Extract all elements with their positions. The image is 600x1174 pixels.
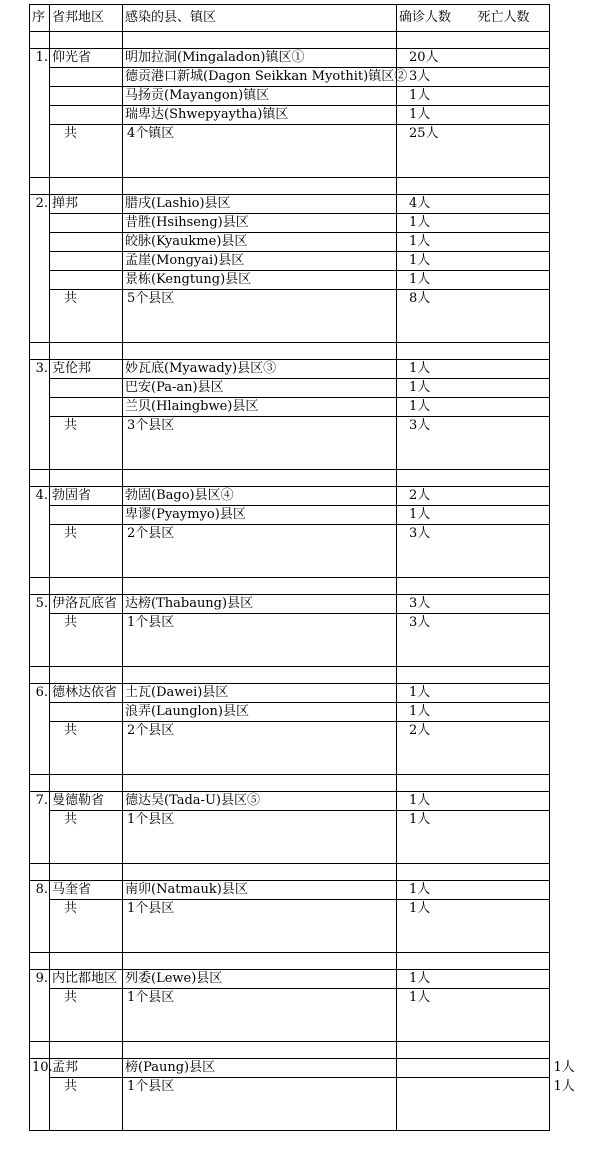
gap-cell xyxy=(30,667,50,684)
death-count xyxy=(476,506,550,525)
section-region: 掸邦 xyxy=(50,195,123,214)
confirmed-count: 1人 xyxy=(397,233,476,252)
county-row xyxy=(30,506,550,525)
total-death-count: 1人 xyxy=(476,1078,550,1131)
section-gap-row xyxy=(30,178,550,195)
section-region: 内比都地区 xyxy=(50,970,123,989)
section-seq: 1. xyxy=(30,49,50,68)
section-seq: 7. xyxy=(30,792,50,811)
gap-cell xyxy=(123,578,397,595)
section-gap-row xyxy=(30,578,550,595)
cases-table-body xyxy=(30,5,575,1131)
section-region: 马奎省 xyxy=(50,881,123,900)
section-seq xyxy=(30,106,50,125)
gap-cell xyxy=(397,178,476,195)
total-death-count xyxy=(476,722,550,775)
gap-cell xyxy=(397,775,476,792)
county-name: 孟崖(Mongyai)县区 xyxy=(123,252,397,271)
death-count xyxy=(476,970,550,989)
gap-cell xyxy=(123,1042,397,1059)
section-seq: 2. xyxy=(30,195,50,214)
gap-cell xyxy=(397,667,476,684)
section-region xyxy=(50,214,123,233)
confirmed-count: 1人 xyxy=(397,398,476,417)
total-death-count xyxy=(476,290,550,343)
gap-cell xyxy=(476,578,550,595)
total-county-count: 1个县区 xyxy=(123,989,397,1042)
county-row xyxy=(30,970,550,989)
county-name: 腊戌(Lashio)县区 xyxy=(123,195,397,214)
total-county-count: 1个县区 xyxy=(123,614,397,667)
death-count xyxy=(476,360,550,379)
section-region: 仰光省 xyxy=(50,49,123,68)
section-region xyxy=(50,252,123,271)
section-seq xyxy=(30,271,50,290)
death-count: 1人 xyxy=(476,1059,550,1078)
section-total-row xyxy=(30,614,550,667)
total-seq-blank xyxy=(30,417,50,470)
section-gap-row xyxy=(30,775,550,792)
covid-cases-table-sheet xyxy=(29,4,575,1131)
county-row xyxy=(30,195,550,214)
county-name: 瑞卑达(Shwepyaytha)镇区 xyxy=(123,106,397,125)
total-seq-blank xyxy=(30,1078,50,1131)
gap-cell xyxy=(50,578,123,595)
county-name: 德达吴(Tada-U)县区⑤ xyxy=(123,792,397,811)
section-seq xyxy=(30,68,50,87)
gap-cell xyxy=(476,32,550,49)
total-confirmed-count: 3人 xyxy=(397,525,476,578)
county-row xyxy=(30,106,550,125)
cases-table xyxy=(29,4,575,1131)
total-confirmed-count: 3人 xyxy=(397,614,476,667)
section-total-row xyxy=(30,900,550,953)
total-seq-blank xyxy=(30,290,50,343)
section-seq: 10. xyxy=(30,1059,50,1078)
gap-cell xyxy=(397,1042,476,1059)
confirmed-count: 1人 xyxy=(397,214,476,233)
section-gap-row xyxy=(30,864,550,881)
section-seq: 9. xyxy=(30,970,50,989)
total-label: 共 xyxy=(50,125,123,178)
section-region xyxy=(50,398,123,417)
section-total-row xyxy=(30,525,550,578)
death-count xyxy=(476,214,550,233)
county-name: 达榜(Thabaung)县区 xyxy=(123,595,397,614)
gap-cell xyxy=(50,178,123,195)
section-seq: 8. xyxy=(30,881,50,900)
county-row xyxy=(30,684,550,703)
death-count xyxy=(476,49,550,68)
confirmed-count: 1人 xyxy=(397,271,476,290)
confirmed-count: 1人 xyxy=(397,703,476,722)
gap-cell xyxy=(30,953,50,970)
total-county-count: 4个镇区 xyxy=(123,125,397,178)
county-row xyxy=(30,487,550,506)
section-gap-row xyxy=(30,470,550,487)
total-county-count: 1个县区 xyxy=(123,811,397,864)
section-region xyxy=(50,106,123,125)
county-name: 浪弄(Launglon)县区 xyxy=(123,703,397,722)
total-death-count xyxy=(476,900,550,953)
gap-cell xyxy=(476,667,550,684)
gap-cell xyxy=(30,32,50,49)
gap-cell xyxy=(476,343,550,360)
gap-cell xyxy=(397,864,476,881)
section-total-row xyxy=(30,989,550,1042)
confirmed-count: 1人 xyxy=(397,970,476,989)
county-name: 榜(Paung)县区 xyxy=(123,1059,397,1078)
section-region: 曼德勒省 xyxy=(50,792,123,811)
header-deaths: 死亡人数 xyxy=(476,5,550,32)
death-count xyxy=(476,487,550,506)
death-count xyxy=(476,106,550,125)
gap-cell xyxy=(50,32,123,49)
total-county-count: 3个县区 xyxy=(123,417,397,470)
death-count xyxy=(476,379,550,398)
section-seq xyxy=(30,398,50,417)
gap-cell xyxy=(123,470,397,487)
gap-cell xyxy=(476,470,550,487)
confirmed-count: 1人 xyxy=(397,379,476,398)
gap-cell xyxy=(50,864,123,881)
total-seq-blank xyxy=(30,722,50,775)
county-row xyxy=(30,398,550,417)
county-name: 巴安(Pa-an)县区 xyxy=(123,379,397,398)
section-region: 伊洛瓦底省 xyxy=(50,595,123,614)
header-county: 感染的县、镇区 xyxy=(123,5,397,32)
county-row xyxy=(30,87,550,106)
death-count xyxy=(476,252,550,271)
gap-cell xyxy=(397,32,476,49)
section-seq: 5. xyxy=(30,595,50,614)
confirmed-count: 1人 xyxy=(397,506,476,525)
confirmed-count: 1人 xyxy=(397,792,476,811)
total-confirmed-count: 1人 xyxy=(397,989,476,1042)
total-label: 共 xyxy=(50,417,123,470)
section-region xyxy=(50,506,123,525)
total-death-count xyxy=(476,125,550,178)
county-row xyxy=(30,252,550,271)
gap-cell xyxy=(397,953,476,970)
gap-cell xyxy=(123,178,397,195)
county-name: 马扬贡(Mayangon)镇区 xyxy=(123,87,397,106)
county-name: 皎脉(Kyaukme)县区 xyxy=(123,233,397,252)
confirmed-count: 1人 xyxy=(397,106,476,125)
total-label: 共 xyxy=(50,989,123,1042)
death-count xyxy=(476,792,550,811)
county-row xyxy=(30,792,550,811)
gap-cell xyxy=(50,343,123,360)
total-label: 共 xyxy=(50,1078,123,1131)
section-total-row xyxy=(30,417,550,470)
confirmed-count: 1人 xyxy=(397,684,476,703)
confirmed-count: 3人 xyxy=(397,68,476,87)
death-count xyxy=(476,87,550,106)
county-name: 勃固(Bago)县区④ xyxy=(123,487,397,506)
total-confirmed-count: 1人 xyxy=(397,811,476,864)
gap-cell xyxy=(476,178,550,195)
total-label: 共 xyxy=(50,811,123,864)
gap-cell xyxy=(50,470,123,487)
county-name: 兰贝(Hlaingbwe)县区 xyxy=(123,398,397,417)
death-count xyxy=(476,195,550,214)
section-gap-row xyxy=(30,667,550,684)
total-seq-blank xyxy=(30,614,50,667)
county-row xyxy=(30,233,550,252)
gap-cell xyxy=(30,578,50,595)
total-confirmed-count: 1人 xyxy=(397,900,476,953)
section-region: 克伦邦 xyxy=(50,360,123,379)
death-count xyxy=(476,881,550,900)
confirmed-count: 1人 xyxy=(397,252,476,271)
gap-cell xyxy=(476,1042,550,1059)
gap-cell xyxy=(50,775,123,792)
total-death-count xyxy=(476,614,550,667)
total-confirmed-count: 2人 xyxy=(397,722,476,775)
section-seq: 6. xyxy=(30,684,50,703)
section-seq xyxy=(30,252,50,271)
total-county-count: 2个县区 xyxy=(123,525,397,578)
total-seq-blank xyxy=(30,125,50,178)
gap-cell xyxy=(30,178,50,195)
county-row xyxy=(30,214,550,233)
section-gap-row xyxy=(30,953,550,970)
confirmed-count: 1人 xyxy=(397,881,476,900)
county-row xyxy=(30,703,550,722)
county-name: 景栋(Kengtung)县区 xyxy=(123,271,397,290)
gap-cell xyxy=(397,343,476,360)
total-confirmed-count xyxy=(397,1078,476,1131)
total-label: 共 xyxy=(50,290,123,343)
gap-cell xyxy=(50,953,123,970)
section-region: 德林达依省 xyxy=(50,684,123,703)
gap-cell xyxy=(30,864,50,881)
section-gap-row xyxy=(30,343,550,360)
county-name: 列委(Lewe)县区 xyxy=(123,970,397,989)
total-label: 共 xyxy=(50,900,123,953)
gap-cell xyxy=(123,32,397,49)
county-row xyxy=(30,881,550,900)
section-gap-row xyxy=(30,1042,550,1059)
death-count xyxy=(476,703,550,722)
death-count xyxy=(476,595,550,614)
death-count xyxy=(476,684,550,703)
county-name: 德贡港口新城(Dagon Seikkan Myothit)镇区② xyxy=(123,68,397,87)
section-region xyxy=(50,379,123,398)
total-death-count xyxy=(476,525,550,578)
section-total-row xyxy=(30,290,550,343)
section-seq xyxy=(30,506,50,525)
total-seq-blank xyxy=(30,525,50,578)
total-death-count xyxy=(476,811,550,864)
section-region: 孟邦 xyxy=(50,1059,123,1078)
header-seq: 序 xyxy=(30,5,50,32)
gap-cell xyxy=(30,775,50,792)
county-name: 明加拉洞(Mingaladon)镇区① xyxy=(123,49,397,68)
county-row xyxy=(30,68,550,87)
gap-cell xyxy=(397,578,476,595)
confirmed-count: 1人 xyxy=(397,360,476,379)
total-county-count: 1个县区 xyxy=(123,900,397,953)
section-region xyxy=(50,68,123,87)
header-region: 省邦地区 xyxy=(50,5,123,32)
section-seq xyxy=(30,379,50,398)
death-count xyxy=(476,68,550,87)
gap-cell xyxy=(476,775,550,792)
gap-cell xyxy=(476,953,550,970)
county-row xyxy=(30,49,550,68)
confirmed-count: 20人 xyxy=(397,49,476,68)
county-row xyxy=(30,360,550,379)
total-seq-blank xyxy=(30,900,50,953)
gap-cell xyxy=(123,775,397,792)
total-label: 共 xyxy=(50,722,123,775)
gap-cell xyxy=(476,864,550,881)
section-total-row xyxy=(30,811,550,864)
section-region xyxy=(50,703,123,722)
total-seq-blank xyxy=(30,989,50,1042)
gap-cell xyxy=(123,864,397,881)
county-name: 妙瓦底(Myawady)县区③ xyxy=(123,360,397,379)
section-total-row xyxy=(30,125,550,178)
section-total-row xyxy=(30,1078,550,1131)
county-row xyxy=(30,595,550,614)
county-row xyxy=(30,1059,550,1078)
section-region xyxy=(50,87,123,106)
total-death-count xyxy=(476,417,550,470)
header-confirmed: 确诊人数 xyxy=(397,5,476,32)
section-seq xyxy=(30,87,50,106)
total-county-count: 5个县区 xyxy=(123,290,397,343)
county-row xyxy=(30,379,550,398)
section-total-row xyxy=(30,722,550,775)
confirmed-count xyxy=(397,1059,476,1078)
total-confirmed-count: 25人 xyxy=(397,125,476,178)
header-row xyxy=(30,5,550,32)
gap-cell xyxy=(50,667,123,684)
total-confirmed-count: 8人 xyxy=(397,290,476,343)
total-label: 共 xyxy=(50,614,123,667)
section-gap-row xyxy=(30,32,550,49)
section-region xyxy=(50,271,123,290)
death-count xyxy=(476,233,550,252)
gap-cell xyxy=(397,470,476,487)
gap-cell xyxy=(30,1042,50,1059)
section-seq xyxy=(30,233,50,252)
section-seq xyxy=(30,214,50,233)
county-name: 南卯(Natmauk)县区 xyxy=(123,881,397,900)
gap-cell xyxy=(123,343,397,360)
total-label: 共 xyxy=(50,525,123,578)
section-seq xyxy=(30,703,50,722)
gap-cell xyxy=(123,667,397,684)
gap-cell xyxy=(123,953,397,970)
death-count xyxy=(476,398,550,417)
section-seq: 4. xyxy=(30,487,50,506)
county-name: 昔胜(Hsihseng)县区 xyxy=(123,214,397,233)
county-name: 土瓦(Dawei)县区 xyxy=(123,684,397,703)
total-seq-blank xyxy=(30,811,50,864)
total-county-count: 1个县区 xyxy=(123,1078,397,1131)
confirmed-count: 3人 xyxy=(397,595,476,614)
total-death-count xyxy=(476,989,550,1042)
confirmed-count: 4人 xyxy=(397,195,476,214)
total-county-count: 2个县区 xyxy=(123,722,397,775)
gap-cell xyxy=(30,343,50,360)
county-row xyxy=(30,271,550,290)
county-name: 卑谬(Pyaymyo)县区 xyxy=(123,506,397,525)
section-seq: 3. xyxy=(30,360,50,379)
death-count xyxy=(476,271,550,290)
confirmed-count: 1人 xyxy=(397,87,476,106)
gap-cell xyxy=(30,470,50,487)
confirmed-count: 2人 xyxy=(397,487,476,506)
section-region xyxy=(50,233,123,252)
gap-cell xyxy=(50,1042,123,1059)
section-region: 勃固省 xyxy=(50,487,123,506)
total-confirmed-count: 3人 xyxy=(397,417,476,470)
